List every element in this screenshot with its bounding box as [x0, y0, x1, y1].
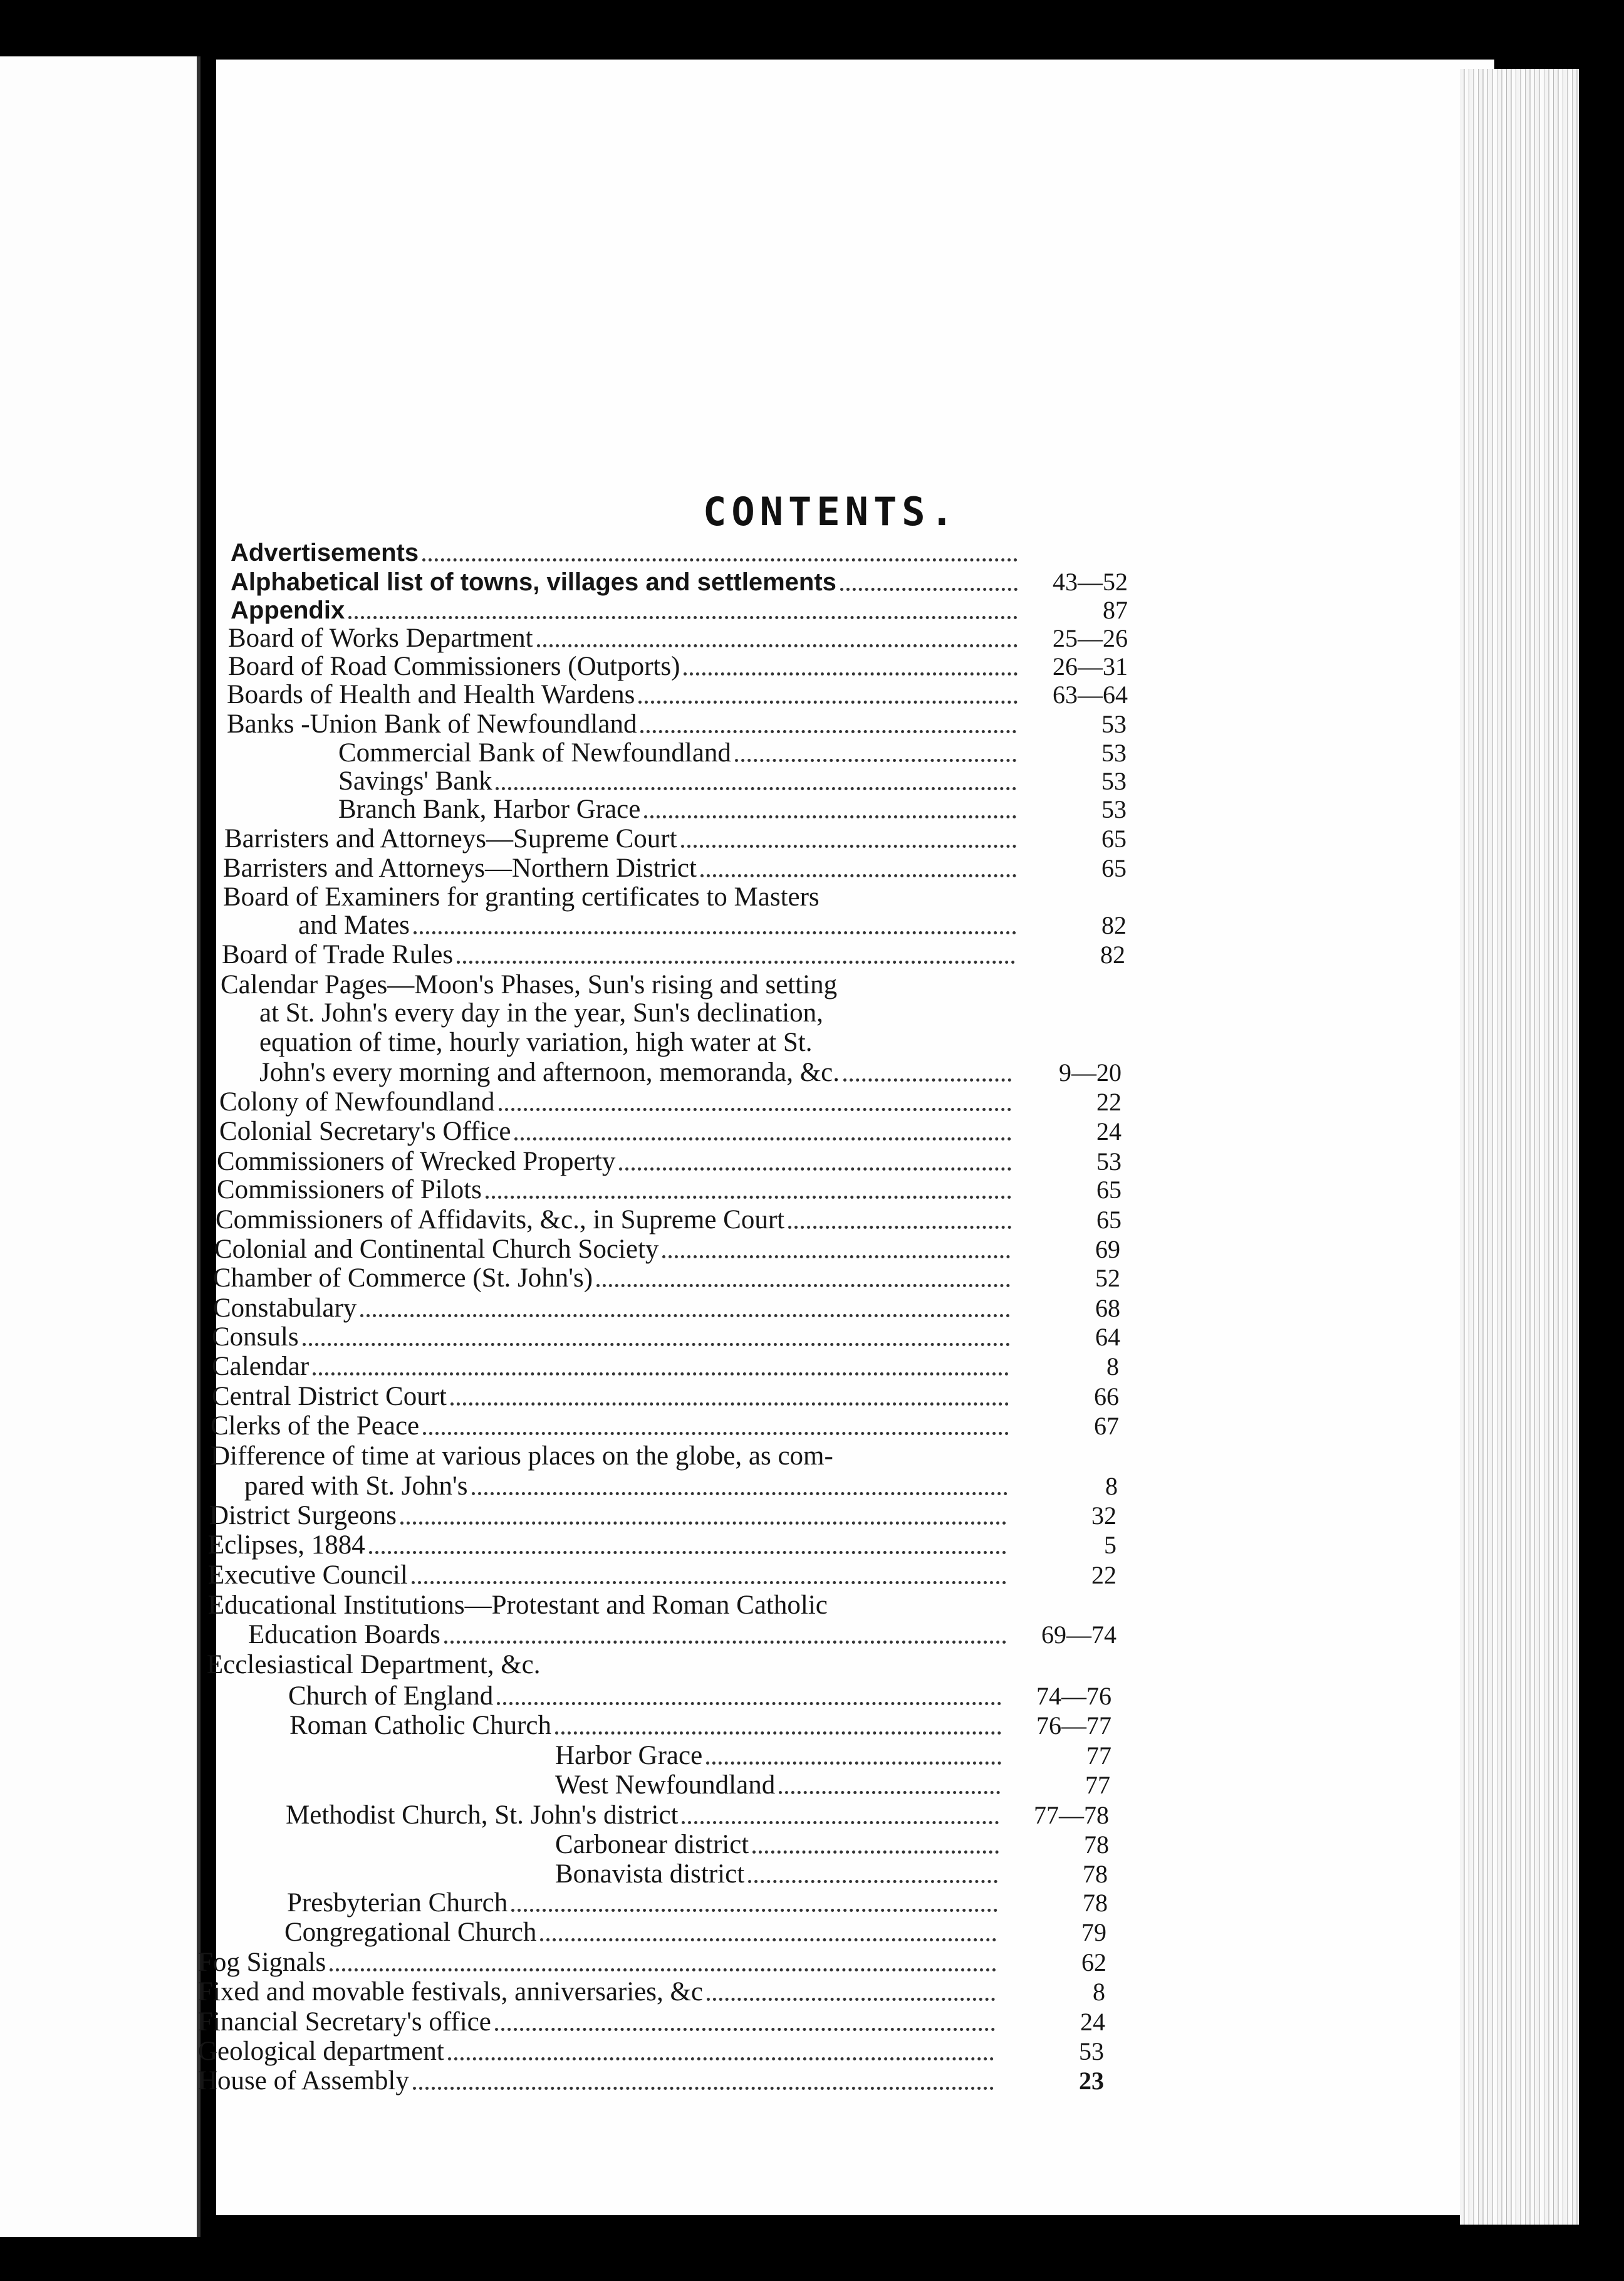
- toc-entry: [219, 1117, 1122, 1147]
- toc-entry-label: Commissioners of Pilots: [217, 1175, 482, 1204]
- toc-entry-label: Education Boards: [248, 1620, 440, 1649]
- toc-entry: [208, 1560, 1116, 1590]
- toc-entry: [223, 853, 1127, 884]
- toc-entry-page: 53: [1101, 710, 1127, 738]
- toc-entry: [227, 709, 1127, 739]
- dot-leader: [499, 1108, 1012, 1111]
- toc-entry-label: Board of Examiners for granting certificates to Masters: [223, 882, 820, 912]
- toc-entry-label: Harbor Grace: [555, 1741, 703, 1770]
- toc-entry-page: 53: [1079, 2037, 1104, 2065]
- toc-entry-page: 65: [1101, 825, 1127, 853]
- toc-entry: [259, 1028, 1020, 1058]
- toc-entry-label: Colonial and Continental Church Society: [214, 1234, 659, 1264]
- toc-entry-label: John's every morning and afternoon, memoranda, &c.: [259, 1058, 840, 1087]
- dot-leader: [313, 1372, 1009, 1375]
- toc-entry-page: 26—31: [1053, 652, 1128, 681]
- toc-entry-page: 43—52: [1053, 568, 1128, 596]
- dot-leader: [681, 845, 1016, 848]
- dot-leader: [444, 1641, 1006, 1644]
- toc-entry: [217, 1175, 1122, 1205]
- toc-entry-page: 82: [1101, 911, 1127, 939]
- toc-entry-label: Geological department: [198, 2037, 444, 2066]
- toc-entry: [214, 1234, 1120, 1265]
- toc-entry: [213, 1263, 1120, 1293]
- dot-leader: [779, 1791, 1000, 1794]
- toc-entry: [207, 1650, 1002, 1680]
- toc-entry: [338, 738, 1127, 768]
- dot-leader: [472, 1492, 1007, 1495]
- toc-entry: [286, 1800, 1109, 1830]
- toc-entry: [259, 1058, 1122, 1088]
- toc-entry-label: Carbonear district: [555, 1830, 749, 1859]
- toc-entry-page: 77: [1086, 1741, 1111, 1770]
- toc-entry-label: Difference of time at various places on the globe, as com-: [211, 1441, 833, 1471]
- toc-entry: [198, 1948, 1106, 1978]
- toc-entry: [228, 624, 1128, 654]
- dot-leader: [423, 1432, 1009, 1435]
- toc-entry-page: 78: [1083, 1860, 1108, 1888]
- toc-entry-page: 74—76: [1036, 1682, 1111, 1710]
- toc-entry-page: 5: [1104, 1531, 1116, 1559]
- toc-entry-label: Congregational Church: [284, 1918, 537, 1947]
- toc-entry-label: Consuls: [212, 1322, 299, 1352]
- toc-entry-label: Methodist Church, St. John's district: [286, 1800, 679, 1830]
- toc-entry-page: 32: [1091, 1501, 1116, 1530]
- toc-entry: [198, 2007, 1105, 2037]
- dot-leader: [486, 1196, 1011, 1199]
- toc-entry-label: Commissioners of Affidavits, &c., in Supreme Court: [216, 1205, 785, 1234]
- toc-entry-page: 22: [1091, 1561, 1116, 1589]
- toc-entry-label: Board of Trade Rules: [222, 940, 454, 969]
- dot-leader: [495, 2028, 995, 2031]
- toc-entry: [555, 1770, 1110, 1800]
- toc-entry: [208, 1590, 1011, 1621]
- toc-entry-label: Financial Secretary's office: [198, 2007, 491, 2037]
- toc-entry-page: 87: [1103, 596, 1128, 624]
- toc-entry-page: 69: [1095, 1235, 1120, 1263]
- toc-entry-page: 76—77: [1036, 1711, 1111, 1740]
- toc-entry-label: Roman Catholic Church: [289, 1711, 551, 1740]
- toc-entry-page: 78: [1083, 1889, 1108, 1917]
- toc-entry-page: 8: [1106, 1352, 1119, 1381]
- toc-entry-label: Commissioners of Wrecked Property: [217, 1147, 616, 1176]
- toc-entry: [198, 2066, 1104, 2096]
- dot-leader: [457, 961, 1015, 964]
- toc-entry-page: 53: [1101, 739, 1127, 767]
- toc-entry-label: Savings' Bank: [338, 766, 492, 796]
- toc-entry-label: Bonavista district: [555, 1859, 745, 1889]
- dot-leader: [540, 1938, 996, 1941]
- toc-entry: [228, 652, 1128, 682]
- toc-entry-page: 53: [1101, 795, 1127, 823]
- toc-entry-page: 64: [1095, 1323, 1120, 1351]
- dot-leader: [684, 672, 1018, 676]
- dot-leader: [412, 1581, 1006, 1584]
- dot-leader: [330, 1968, 996, 1971]
- toc-entry-page: 77: [1085, 1771, 1110, 1799]
- page-title: CONTENTS.: [703, 489, 959, 535]
- dot-leader: [348, 616, 1018, 619]
- toc-entry-label: Clerks of the Peace: [211, 1411, 420, 1441]
- toc-entry-page: 66: [1094, 1382, 1119, 1411]
- toc-entry: [217, 1147, 1122, 1177]
- toc-entry-label: House of Assembly: [198, 2066, 409, 2096]
- dot-leader: [360, 1314, 1010, 1317]
- toc-entry-label: equation of time, hourly variation, high water at St.: [259, 1028, 813, 1057]
- dot-leader: [706, 1762, 1001, 1765]
- toc-entry-label: Banks -Union Bank of Newfoundland: [227, 709, 637, 739]
- toc-entry-label: at St. John's every day in the year, Sun's declination,: [259, 998, 823, 1028]
- toc-entry-page: 24: [1096, 1117, 1122, 1146]
- toc-entry-label: Appendix: [231, 597, 345, 624]
- toc-entry-page: 77—78: [1034, 1801, 1109, 1829]
- toc-entry-label: Calendar: [212, 1352, 310, 1381]
- dot-leader: [707, 1998, 995, 2001]
- dot-leader: [748, 1880, 997, 1883]
- toc-entry: [212, 1382, 1119, 1412]
- dot-leader: [422, 558, 1018, 561]
- toc-entry: [221, 970, 1020, 1000]
- toc-entry: [231, 567, 1128, 597]
- toc-entry-page: 53: [1101, 767, 1127, 795]
- toc-entry: [198, 2037, 1104, 2067]
- toc-entry-label: pared with St. John's: [244, 1471, 468, 1501]
- toc-entry-label: Colonial Secretary's Office: [219, 1117, 511, 1146]
- toc-entry: [259, 998, 1020, 1028]
- dot-leader: [514, 1137, 1011, 1140]
- toc-entry: [227, 680, 1128, 710]
- toc-entry-page: 78: [1084, 1830, 1109, 1859]
- dot-leader: [511, 1909, 997, 1912]
- toc-entry-page: 9—20: [1059, 1058, 1122, 1087]
- toc-entry: [284, 1918, 1106, 1948]
- toc-entry-label: Chamber of Commerce (St. John's): [213, 1263, 593, 1293]
- toc-entry: [244, 1471, 1118, 1501]
- toc-entry-label: West Newfoundland: [555, 1770, 776, 1800]
- toc-entry-label: Ecclesiastical Department, &c.: [207, 1650, 541, 1679]
- toc-entry-label: Executive Council: [208, 1560, 408, 1590]
- toc-entry: [211, 1441, 1012, 1471]
- toc-entry-label: Advertisements: [231, 539, 419, 566]
- toc-entry-label: Central District Court: [212, 1382, 447, 1411]
- dot-leader: [644, 815, 1016, 818]
- dot-leader: [414, 931, 1016, 934]
- toc-entry-label: Board of Works Department: [228, 624, 533, 653]
- dot-leader: [843, 1078, 1011, 1082]
- toc-entry-page: 65: [1096, 1176, 1122, 1204]
- dot-leader: [413, 2087, 994, 2090]
- toc-entry-label: and Mates: [298, 911, 410, 940]
- toc-entry: [231, 538, 1021, 568]
- dot-leader: [619, 1167, 1011, 1171]
- toc-entry: [555, 1859, 1108, 1889]
- toc-entry-page: 82: [1100, 941, 1125, 969]
- toc-entry: [212, 1322, 1120, 1352]
- dot-leader: [662, 1255, 1010, 1258]
- toc-entry-page: 69—74: [1041, 1621, 1116, 1649]
- toc-entry: [338, 795, 1127, 825]
- toc-entry-page: 79: [1081, 1918, 1106, 1946]
- toc-entry: [298, 911, 1127, 941]
- toc-entry: [212, 1352, 1119, 1382]
- toc-entry-page: 63—64: [1053, 681, 1128, 709]
- toc-entry: [216, 1205, 1122, 1235]
- toc-entry-label: Boards of Health and Health Wardens: [227, 680, 635, 709]
- toc-entry-label: Barristers and Attorneys—Northern District: [223, 853, 697, 883]
- toc-entry-page: 22: [1096, 1088, 1122, 1116]
- dot-leader: [682, 1821, 999, 1824]
- dot-leader: [496, 787, 1016, 790]
- toc-entry: [208, 1530, 1116, 1560]
- dot-leader: [700, 874, 1016, 877]
- toc-entry-label: Branch Bank, Harbor Grace: [338, 795, 641, 824]
- dot-leader: [788, 1226, 1011, 1229]
- toc-entry-page: 23: [1079, 2067, 1104, 2095]
- toc-entry: [248, 1620, 1116, 1650]
- toc-entry-page: 24: [1080, 2008, 1105, 2036]
- toc-entry: [198, 1977, 1105, 2007]
- toc-entry: [224, 824, 1127, 854]
- dot-leader: [640, 730, 1016, 733]
- toc-entry-page: 65: [1096, 1206, 1122, 1234]
- dot-leader: [497, 1702, 1001, 1705]
- dot-leader: [369, 1551, 1006, 1554]
- dot-leader: [638, 701, 1018, 704]
- toc-entry-page: 25—26: [1053, 624, 1128, 652]
- toc-entry: [219, 1087, 1122, 1117]
- toc-entry-label: Educational Institutions—Protestant and Roman Catholic: [208, 1590, 828, 1620]
- toc-entry: [213, 1293, 1120, 1323]
- toc-entry: [287, 1888, 1108, 1918]
- dot-leader: [735, 759, 1016, 762]
- toc-entry-page: 67: [1094, 1412, 1119, 1440]
- toc-entry-label: Church of England: [288, 1681, 494, 1711]
- dot-leader: [752, 1850, 999, 1854]
- toc-entry: [555, 1830, 1109, 1860]
- toc-entry-label: Fog Signals: [198, 1948, 326, 1977]
- toc-entry-page: 8: [1093, 1978, 1105, 2006]
- toc-entry-page: 65: [1101, 854, 1127, 882]
- dot-leader: [840, 588, 1018, 591]
- toc-entry-label: Presbyterian Church: [287, 1888, 508, 1918]
- toc-entry: [231, 595, 1128, 625]
- toc-entry-label: Eclipses, 1884: [208, 1530, 365, 1560]
- toc-entry-label: Constabulary: [213, 1293, 357, 1323]
- toc-entry-page: 8: [1105, 1472, 1118, 1500]
- toc-entry-label: Colony of Newfoundland: [219, 1087, 495, 1117]
- toc-entry: [555, 1741, 1111, 1771]
- toc-entry-label: Alphabetical list of towns, villages and settlements: [231, 568, 836, 596]
- dot-leader: [400, 1522, 1006, 1525]
- toc-entry-page: 68: [1095, 1294, 1120, 1322]
- toc-entry: [223, 882, 1021, 912]
- toc-entry-label: Barristers and Attorneys—Supreme Court: [224, 824, 677, 853]
- toc-entry-page: 52: [1095, 1264, 1120, 1292]
- toc-entry-label: Board of Road Commissioners (Outports): [228, 652, 680, 681]
- toc-entry-label: District Surgeons: [209, 1501, 397, 1530]
- dot-leader: [450, 1402, 1009, 1406]
- toc-entry: [288, 1681, 1111, 1711]
- toc-entry: [222, 940, 1125, 970]
- toc-entry: [289, 1711, 1111, 1741]
- toc-entry: [211, 1411, 1119, 1441]
- dot-leader: [555, 1731, 1001, 1735]
- dot-leader: [537, 644, 1018, 647]
- dot-leader: [303, 1343, 1010, 1346]
- dot-leader: [596, 1284, 1010, 1287]
- dot-leader: [448, 2057, 994, 2060]
- toc-entry-label: Commercial Bank of Newfoundland: [338, 738, 731, 768]
- toc-entry: [209, 1501, 1116, 1531]
- toc-entry-page: 62: [1081, 1948, 1106, 1976]
- toc-entry-label: Calendar Pages—Moon's Phases, Sun's rising and setting: [221, 970, 838, 1000]
- toc-entry: [338, 766, 1127, 796]
- toc-entry-page: 53: [1096, 1147, 1122, 1176]
- toc-entry-label: Fixed and movable festivals, anniversaries, &c: [198, 1977, 704, 2007]
